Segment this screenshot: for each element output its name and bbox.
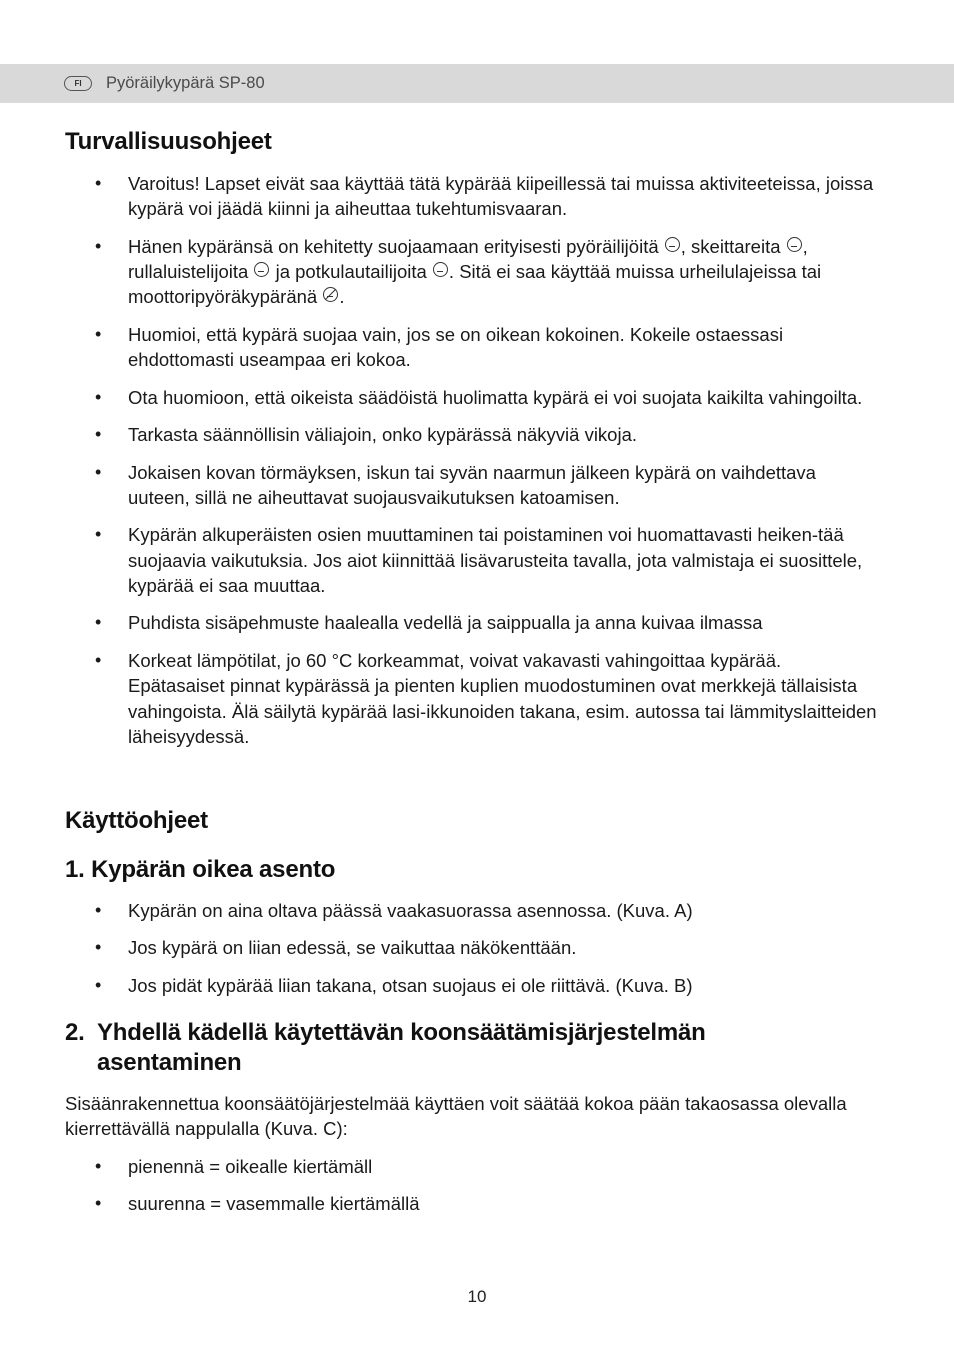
safety-heading: Turvallisuusohjeet [65,128,272,155]
section-2-intro: Sisäänrakennettua koonsäätöjärjestelmää käyttäen voit säätää kokoa pään takaosassa olevalla kierrettävällä nappulalla (Kuva. C): [65,1093,847,1140]
section-2-heading: 2. Yhdellä kädellä käytettävän koonsäätämisjärjestelmän asentaminen [65,1019,706,1076]
bullet: • [95,937,102,958]
list-item: • Varoitus! Lapset eivät saa käyttää tätä kypärää kiipeillessä tai muissa aktiviteeteissa, joissa kypärä voi jäädä kiinni ja aiheuttaa tukehtumisvaaran. [95,173,874,220]
language-badge: FI [64,76,92,91]
bullet: • [95,173,102,193]
bullet: • [95,1156,102,1176]
bullet: • [95,649,102,670]
section-2-list [65,1154,880,1229]
list-item: • Hänen kypäränsä on kehitetty suojaamaan erityisesti pyöräilijöitä , skeittareita , rullaluistelijoita ja potkulautailijoita . Sitä ei saa käyttää muissa urheilulajeissa tai moottoripyöräkypäränä . [95,235,822,308]
motorcycle-prohibited-icon [323,287,338,302]
page-number: 10 [467,1287,487,1306]
document-title: Pyöräilykypärä SP-80 [106,74,265,92]
list-item: • Jos kypärä on liian edessä, se vaikuttaa näkökenttään. [65,935,880,960]
bullet: • [95,235,102,256]
skateboarder-icon [787,237,802,252]
list-item: • Puhdista sisäpehmuste haalealla vedellä ja saippualla ja anna kuivaa ilmassa [65,610,880,635]
safety-list [65,171,880,761]
scooter-icon [433,262,448,277]
inline-skater-icon [254,262,269,277]
list-item: • pienennä = oikealle kiertämäll [65,1154,880,1179]
bullet: • [95,612,102,633]
bullet: • [95,323,102,344]
bullet: • [95,1193,102,1214]
section-1-heading: 1. Kypärän oikea asento [65,856,336,883]
bullet: • [95,386,102,407]
header-bar [0,64,954,103]
list-item: • Jos pidät kypärää liian takana, otsan suojaus ei ole riittävä. (Kuva. B) [65,973,880,998]
list-item: • Jokaisen kovan törmäyksen, iskun tai syvän naarmun jälkeen kypärä on vaihdettava uuteen, sillä ne aiheuttavat suojausvaikutuksen katoamisen. [95,461,816,508]
list-item: • Ota huomioon, että oikeista säädöistä huolimatta kypärä ei voi suojata kaikilta vahingoilta. [65,385,880,410]
list-item: • suurenna = vasemmalle kiertämällä [65,1191,880,1216]
list-item: • Huomioi, että kypärä suojaa vain, jos se on oikean kokoinen. Kokeile ostaessasi ehdottomasti useampaa eri kokoa. [95,323,784,371]
list-item: • Korkeat lämpötilat, jo 60 °C korkeammat, voivat vakavasti vahingoittaa kypärää. Epätasaiset pinnat kypärässä ja pienten kuplien muodostuminen ovat merkkejä tällaisista vahingoista. Älä säilytä kypärää lasi-ikkunoiden takana, esim. autossa tai lämmityslaitteiden läheisyydessä. [95,649,877,747]
list-item: • Kypärän alkuperäisten osien muuttaminen tai poistaminen voi huomattavasti heiken-tää suojaavia vaikutuksia. Jos aiot kiinnittää lisävarusteita tavalla, jota valmistaja ei suosittele, kypärää ei saa muuttaa. [95,524,863,596]
section-1-list [65,898,880,1010]
list-item: • Kypärän on aina oltava päässä vaakasuorassa asennossa. (Kuva. A) [65,898,880,923]
cyclist-icon [665,237,680,252]
bullet: • [95,524,102,545]
list-item: • Tarkasta säännöllisin väliajoin, onko kypärässä näkyviä vikoja. [65,422,880,447]
usage-heading: Käyttöohjeet [65,807,208,834]
bullet: • [95,424,102,445]
bullet: • [95,900,102,920]
bullet: • [95,974,102,995]
bullet: • [95,461,102,482]
